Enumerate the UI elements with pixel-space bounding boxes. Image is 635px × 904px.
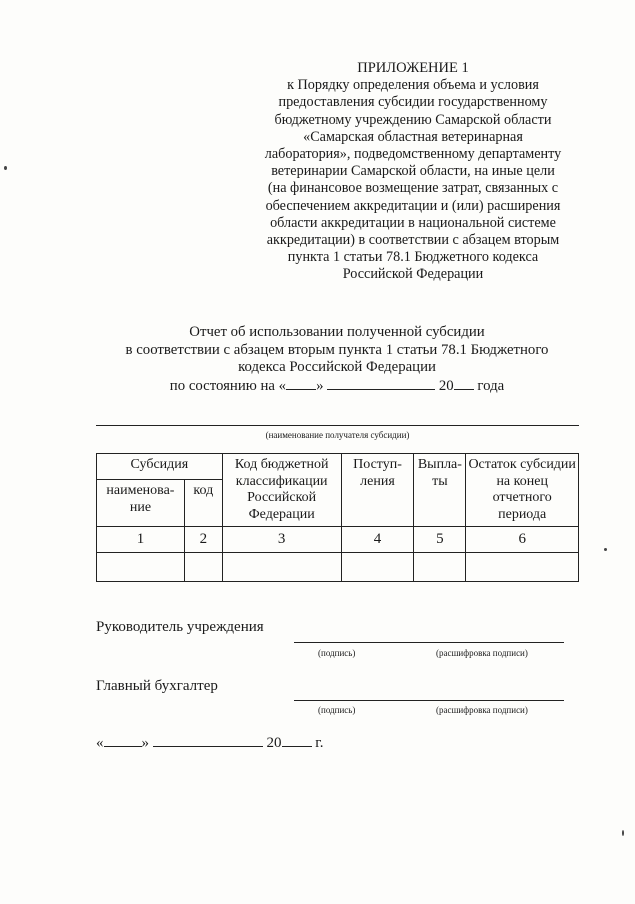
scan-speck <box>4 166 7 170</box>
appendix-line: пункта 1 статьи 78.1 Бюджетного кодекса <box>287 249 539 266</box>
column-number: 1 <box>97 527 185 553</box>
footer-date-year: 20 <box>266 735 282 751</box>
scan-speck <box>604 548 607 551</box>
subsidy-table <box>96 453 579 582</box>
report-date-mid: » <box>316 377 324 394</box>
appendix-line: ветеринарии Самарской области, на иные цели <box>271 163 555 180</box>
report-day-blank[interactable] <box>286 377 316 390</box>
table-empty-row <box>97 552 579 581</box>
appendix-line: лаборатория», подведомственному департаменту <box>264 146 562 163</box>
report-year-blank[interactable] <box>454 377 474 390</box>
appendix-line: области аккредитации в национальной системе <box>270 214 556 231</box>
head-decode-caption: (расшифровка подписи) <box>436 648 528 658</box>
report-title-line: Отчет об использовании полученной субсидии <box>189 324 485 340</box>
table-cell[interactable] <box>466 552 579 581</box>
report-title-line: в соответствии с абзацем вторым пункта 1 статьи 78.1 Бюджетного <box>125 341 549 358</box>
report-date-row <box>95 377 579 396</box>
accountant-sign-caption: (подпись) <box>318 705 356 715</box>
table-number-row <box>97 527 579 553</box>
table-cell[interactable] <box>97 552 185 581</box>
table-cell[interactable] <box>341 552 414 581</box>
appendix-line: предоставления субсидии государственному <box>278 94 548 111</box>
footer-date-close: » <box>141 735 149 751</box>
table-cell[interactable] <box>414 552 466 581</box>
table-cell[interactable] <box>184 552 222 581</box>
report-title-line: кодекса Российской Федерации <box>238 359 436 375</box>
report-date-year: 20 <box>438 377 454 394</box>
column-number: 6 <box>466 527 579 553</box>
accountant-decode-caption: (расшифровка подписи) <box>436 705 528 715</box>
recipient-name-line[interactable] <box>96 425 579 426</box>
accountant-label: Главный бухгалтер <box>96 678 218 694</box>
column-number: 4 <box>341 527 414 553</box>
table-cell[interactable] <box>222 552 341 581</box>
header-payments: Выпла-ты <box>414 454 466 527</box>
header-subsidy: Субсидия <box>97 454 223 480</box>
footer-date-open: « <box>96 735 104 751</box>
footer-date-suffix: г. <box>315 735 324 751</box>
appendix-title: ПРИЛОЖЕНИЕ 1 <box>357 60 469 76</box>
footer-date <box>96 734 323 752</box>
appendix-line: бюджетному учреждению Самарской области <box>274 111 552 128</box>
appendix-line: к Порядку определения объема и условия <box>287 77 539 94</box>
column-number: 5 <box>414 527 466 553</box>
scan-speck <box>622 830 624 836</box>
report-title <box>95 324 579 395</box>
recipient-caption: (наименование получателя субсидии) <box>265 430 410 440</box>
appendix-header <box>250 60 576 284</box>
head-sign-caption: (подпись) <box>318 648 356 658</box>
table-header-row <box>97 454 579 480</box>
header-income: Поступ-ления <box>341 454 414 527</box>
appendix-line: обеспечением аккредитации и (или) расширения <box>265 197 561 214</box>
header-name: наименова-ние <box>97 480 185 527</box>
column-number: 2 <box>184 527 222 553</box>
appendix-line: «Самарская областная ветеринарная <box>303 128 523 145</box>
head-signature-line[interactable] <box>294 642 564 643</box>
appendix-line: аккредитации) в соответствии с абзацем вторым <box>266 232 560 249</box>
report-date-suffix: года <box>477 377 505 394</box>
accountant-signature-line[interactable] <box>294 700 564 701</box>
header-code: код <box>184 480 222 527</box>
header-balance: Остаток субсидии на конец отчетного периода <box>466 454 579 527</box>
appendix-line: Российской Федерации <box>342 266 484 283</box>
report-month-blank[interactable] <box>327 377 435 390</box>
column-number: 3 <box>222 527 341 553</box>
footer-year-blank[interactable] <box>282 734 312 747</box>
footer-month-blank[interactable] <box>153 734 263 747</box>
report-date-prefix: по состоянию на « <box>169 377 287 394</box>
header-kbk: Код бюджетной классификации Российской Федерации <box>222 454 341 527</box>
appendix-line: (на финансовое возмещение затрат, связанных с <box>267 180 559 197</box>
head-label: Руководитель учреждения <box>96 619 264 635</box>
footer-day-blank[interactable] <box>104 734 142 747</box>
